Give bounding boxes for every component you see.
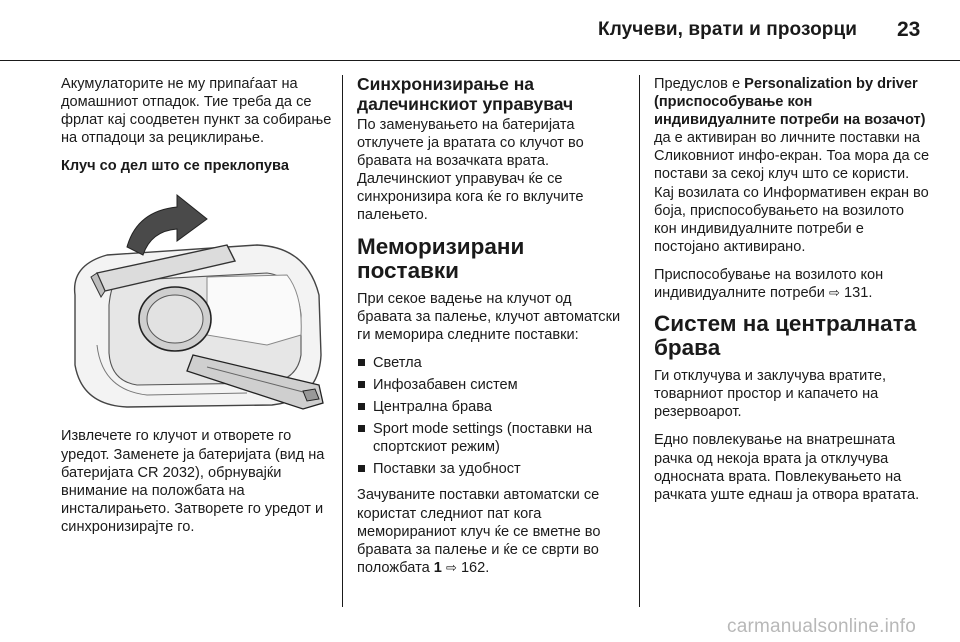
central-locking-text-1: Ги отклучува и заклучува вратите, товарниот простор и капачето на резервоарот. (654, 368, 887, 421)
battery-disposal-text: Акумулаторите не му припаѓаат на домашниот отпадок. Тие треба да се фрлат кај соодветен пункт за собирање на отпадоци за рециклирање. (61, 76, 332, 147)
prerequisite-lead: Предуслов е (654, 76, 741, 92)
list-item: Инфозабавен систем (357, 376, 629, 394)
key-battery-illustration (57, 185, 335, 413)
position-number: 1 (433, 559, 442, 576)
open-direction-arrow (127, 195, 207, 255)
central-locking-heading: Систем на централната брава (654, 311, 917, 361)
central-locking-text-2: Едно повлекување на внатрешната рачка од некоја врата ја отклучува односната врата. Повлекувањето на рачката уште еднаш ја отвора вратата. (654, 432, 920, 503)
column-left (61, 75, 335, 546)
personalization-setting-name: Personalization by driver (приспособување кон индивидуалните потреби на возачот) (654, 76, 926, 129)
personalization-ref-body: Приспособување на возилото кон индивидуалните потреби (654, 266, 884, 302)
saved-settings-body: Зачуваните поставки автоматски се користат следниот пат кога меморираниот клуч ќе се вметне во бравата за палење и ќе се сврти во положбата (357, 487, 601, 576)
key-battery-figure (57, 185, 335, 413)
key-shell-highlight (207, 275, 301, 345)
list-item: Централна брава (357, 398, 629, 416)
column-divider (342, 75, 343, 607)
page-ref-link[interactable]: 162. (460, 559, 490, 576)
page-header-title: Клучеви, врати и прозорци (598, 19, 858, 40)
memorized-settings-list (357, 354, 629, 479)
column-middle (357, 75, 629, 587)
watermark: carmanualsonline.info (727, 616, 917, 637)
sync-remote-heading: Синхронизирање на далечинскиот управувач (357, 74, 574, 114)
page-ref-link[interactable]: 131. (843, 285, 873, 302)
memorized-settings-heading: Меморизирани поставки (357, 233, 525, 283)
prerequisite-rest: да е активиран во личните поставки на Сликовниот инфо-екран. Тоа мора да се постави за секој клуч што се користи. Кај возилата со Информативен екран во боја, приспособувањето на возилото кон индивидуалните потреби е постојано активирано. (654, 130, 930, 255)
page-ref-arrow-icon: ⇨ (445, 559, 457, 575)
folding-key-subheading: Клуч со дел што се преклопува (61, 158, 289, 175)
list-item: Светла (357, 354, 629, 372)
personalization-ref-text (654, 266, 930, 302)
memorized-settings-intro: При секое вадење на клучот од бравата за палење, клучот автоматски ги меморира следните поставки: (357, 290, 621, 343)
page-number: 23 (897, 18, 921, 41)
column-divider (639, 75, 640, 607)
header-divider (0, 60, 960, 61)
column-right (654, 75, 930, 514)
coin-battery-face (147, 295, 203, 343)
replace-battery-text: Извлечете го клучот и отворете го уредот. Заменете ја батеријата (вид на батеријата CR 2032), обрнувајќи внимание на положбата на инсталирањето. Затворете го уредот и синхронизирајте го. (61, 428, 325, 535)
list-item: Поставки за удобност (357, 460, 629, 478)
prerequisite-text (654, 75, 930, 256)
page-ref-arrow-icon: ⇨ (829, 285, 840, 301)
list-item: Sport mode settings (поставки на спортскиот режим) (357, 420, 629, 456)
sync-remote-text: По заменувањето на батеријата отклучете ја вратата со клучот во бравата на возачката врата. Далечинскиот управувач ќе се синхронизира кога ќе го вклучите палењето. (357, 117, 584, 224)
saved-settings-text (357, 486, 629, 576)
